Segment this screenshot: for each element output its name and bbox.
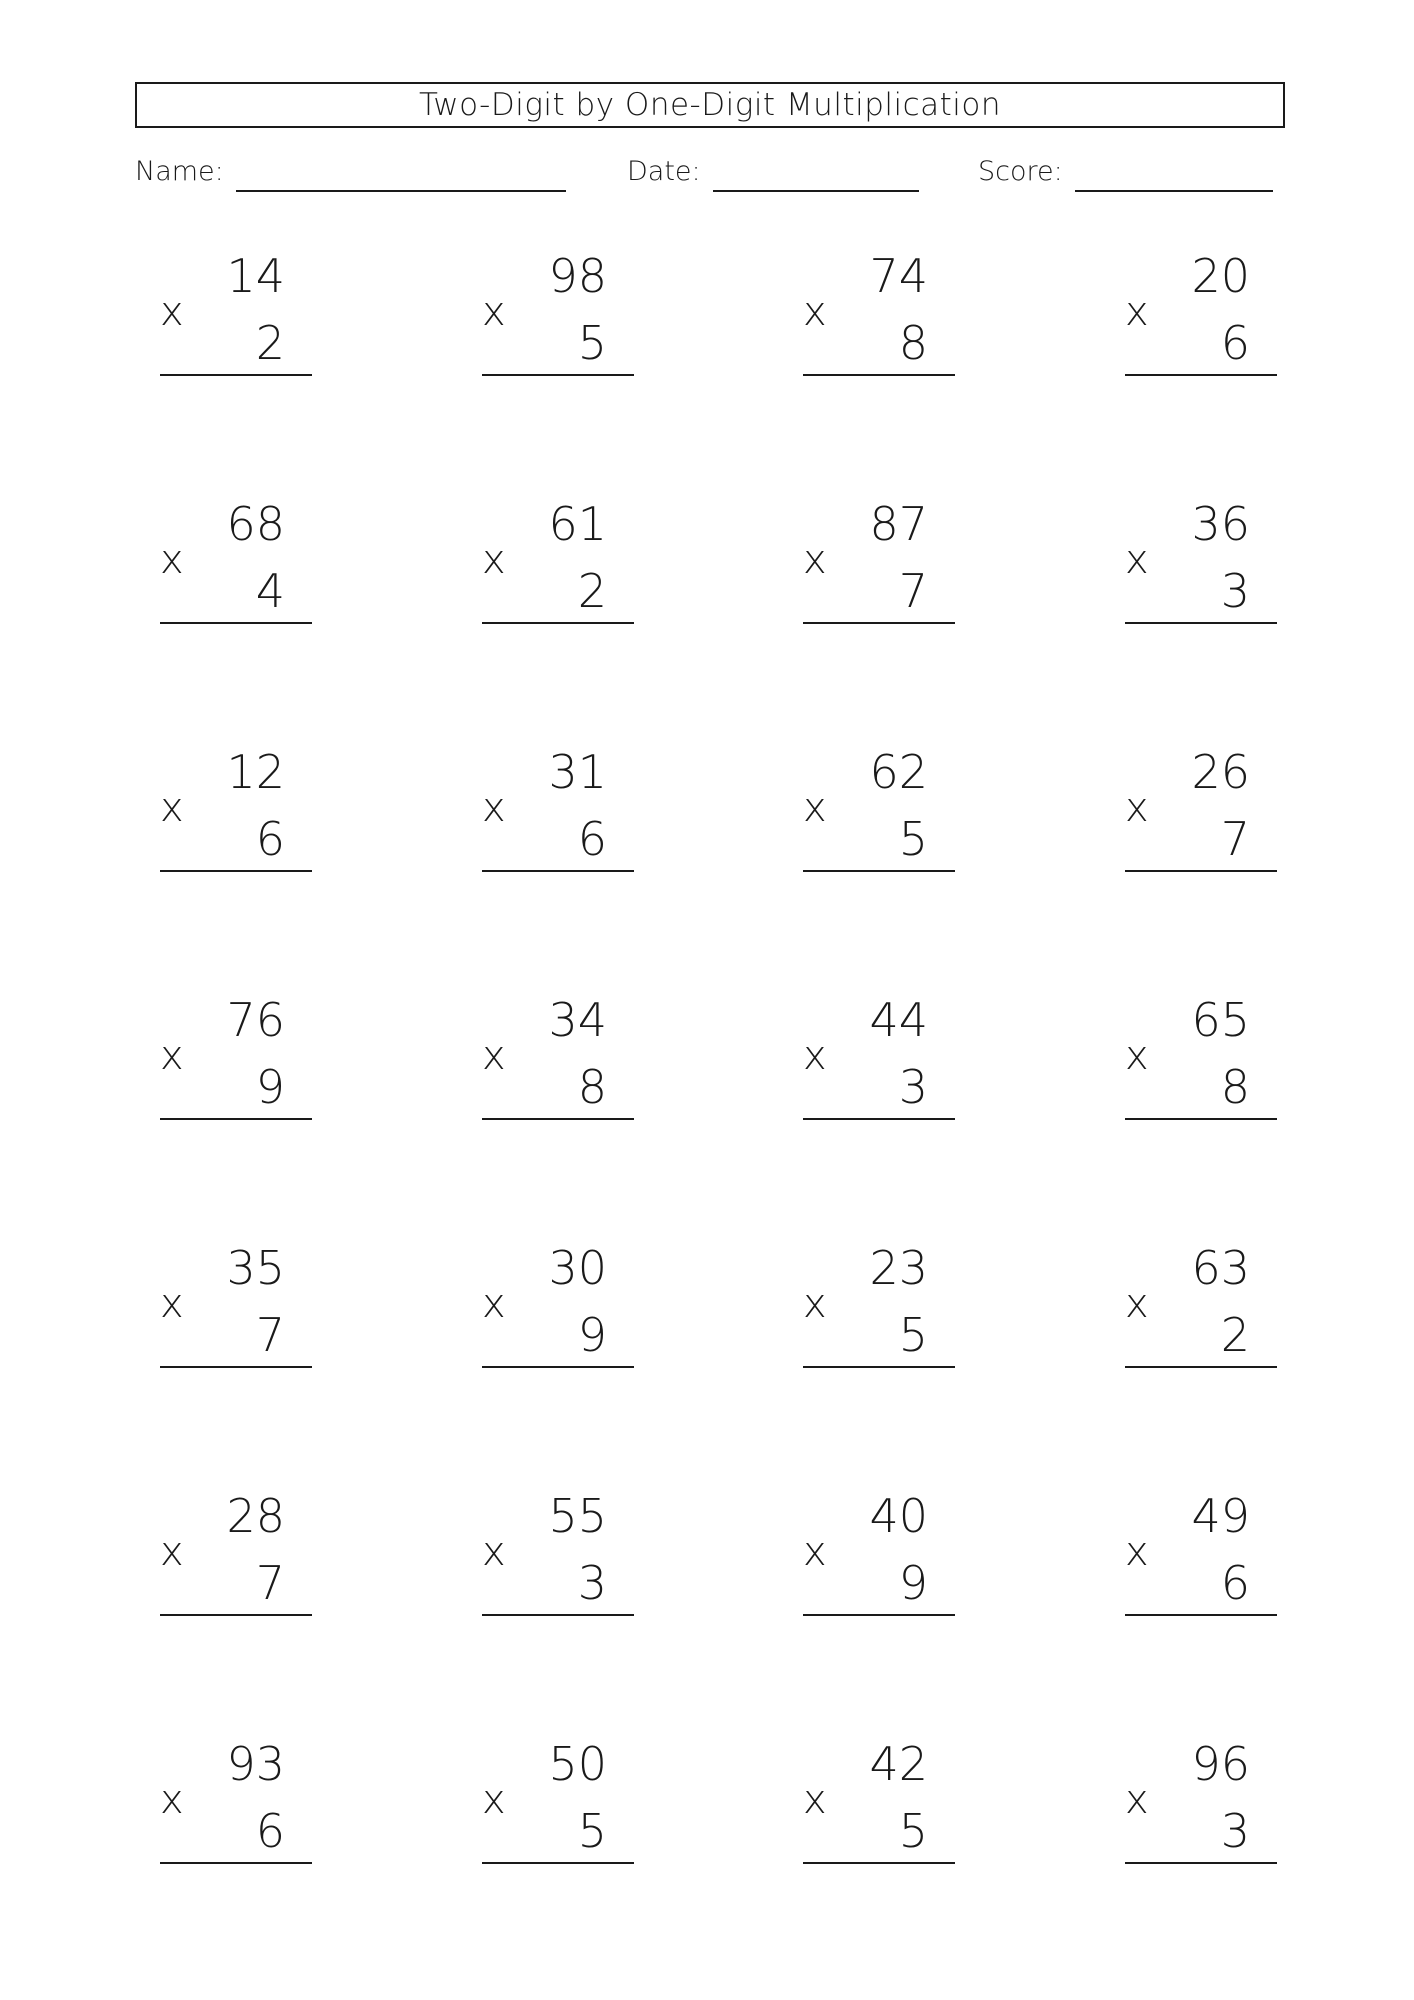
score-label: Score: (978, 156, 1063, 187)
answer-line[interactable] (1125, 1862, 1277, 1864)
multiply-sign: x (160, 785, 184, 831)
multiplication-problem (778, 488, 938, 628)
multiplication-problem (135, 488, 295, 628)
score-blank-line[interactable] (1075, 156, 1273, 192)
answer-line[interactable] (160, 622, 312, 624)
multiplier: 8 (898, 316, 928, 370)
multiplicand: 35 (226, 1241, 285, 1295)
multiplicand: 50 (548, 1737, 607, 1791)
multiplication-problem (778, 736, 938, 876)
multiplicand: 28 (226, 1489, 285, 1543)
multiplicand: 40 (869, 1489, 928, 1543)
multiplication-problem (1100, 488, 1260, 628)
answer-line[interactable] (1125, 374, 1277, 376)
multiplicand: 62 (869, 745, 928, 799)
answer-line[interactable] (482, 870, 634, 872)
multiplication-problem (135, 1232, 295, 1372)
multiplicand: 98 (548, 249, 607, 303)
multiplier: 5 (577, 316, 607, 370)
multiplicand: 63 (1191, 1241, 1250, 1295)
multiply-sign: x (160, 1529, 184, 1575)
multiplicand: 23 (869, 1241, 928, 1295)
multiplicand: 74 (869, 249, 928, 303)
answer-line[interactable] (803, 1118, 955, 1120)
multiply-sign: x (803, 289, 827, 335)
multiply-sign: x (1125, 1529, 1149, 1575)
multiplication-problem (1100, 736, 1260, 876)
answer-line[interactable] (482, 1366, 634, 1368)
multiply-sign: x (482, 1777, 506, 1823)
answer-line[interactable] (482, 1614, 634, 1616)
answer-line[interactable] (803, 870, 955, 872)
multiplication-problem (778, 240, 938, 380)
multiplicand: 34 (548, 993, 607, 1047)
multiplier: 8 (1220, 1060, 1250, 1114)
multiplication-problem (778, 984, 938, 1124)
multiplier: 2 (1220, 1308, 1250, 1362)
multiply-sign: x (482, 1529, 506, 1575)
answer-line[interactable] (160, 1118, 312, 1120)
multiplier: 9 (898, 1556, 928, 1610)
answer-line[interactable] (160, 1862, 312, 1864)
multiplicand: 93 (226, 1737, 285, 1791)
multiply-sign: x (482, 1033, 506, 1079)
multiplier: 6 (577, 812, 607, 866)
multiplication-problem (135, 984, 295, 1124)
name-blank-line[interactable] (236, 156, 566, 192)
multiplicand: 55 (548, 1489, 607, 1543)
multiplicand: 14 (226, 249, 285, 303)
multiplicand: 31 (548, 745, 607, 799)
answer-line[interactable] (803, 1862, 955, 1864)
answer-line[interactable] (803, 1614, 955, 1616)
multiplier: 8 (577, 1060, 607, 1114)
multiplication-problem (778, 1480, 938, 1620)
multiply-sign: x (803, 1281, 827, 1327)
multiplication-problem (457, 240, 617, 380)
multiplier: 7 (898, 564, 928, 618)
multiplicand: 36 (1191, 497, 1250, 551)
multiply-sign: x (1125, 289, 1149, 335)
name-field[interactable] (135, 152, 566, 192)
multiplication-problem (135, 240, 295, 380)
answer-line[interactable] (1125, 1614, 1277, 1616)
multiplication-problem (457, 1232, 617, 1372)
multiplier: 5 (898, 812, 928, 866)
multiplier: 7 (1220, 812, 1250, 866)
multiplier: 7 (255, 1308, 285, 1362)
multiplier: 5 (898, 1804, 928, 1858)
multiplier: 7 (255, 1556, 285, 1610)
multiply-sign: x (1125, 1777, 1149, 1823)
multiplier: 6 (255, 812, 285, 866)
date-label: Date: (627, 156, 701, 187)
multiply-sign: x (803, 1777, 827, 1823)
multiplicand: 49 (1191, 1489, 1250, 1543)
answer-line[interactable] (482, 374, 634, 376)
worksheet-title: Two-Digit by One-Digit Multiplication (135, 82, 1285, 128)
multiplicand: 20 (1191, 249, 1250, 303)
multiplicand: 68 (226, 497, 285, 551)
multiplicand: 30 (548, 1241, 607, 1295)
multiplication-problem (1100, 1480, 1260, 1620)
multiply-sign: x (482, 537, 506, 583)
multiplication-problem (135, 1728, 295, 1868)
multiplication-problem (778, 1728, 938, 1868)
answer-line[interactable] (1125, 1118, 1277, 1120)
answer-line[interactable] (1125, 1366, 1277, 1368)
multiplicand: 12 (226, 745, 285, 799)
multiply-sign: x (803, 1033, 827, 1079)
multiplicand: 44 (869, 993, 928, 1047)
answer-line[interactable] (1125, 622, 1277, 624)
score-field[interactable] (978, 152, 1273, 192)
date-field[interactable] (627, 152, 919, 192)
multiply-sign: x (482, 1281, 506, 1327)
multiplier: 5 (898, 1308, 928, 1362)
multiply-sign: x (160, 1777, 184, 1823)
multiplication-problem (457, 736, 617, 876)
multiplicand: 26 (1191, 745, 1250, 799)
multiply-sign: x (160, 1033, 184, 1079)
multiplication-problem (778, 1232, 938, 1372)
answer-line[interactable] (482, 622, 634, 624)
multiply-sign: x (482, 289, 506, 335)
answer-line[interactable] (482, 1118, 634, 1120)
multiplier: 2 (255, 316, 285, 370)
date-blank-line[interactable] (713, 156, 919, 192)
multiply-sign: x (1125, 1281, 1149, 1327)
multiplier: 6 (1220, 316, 1250, 370)
answer-line[interactable] (1125, 870, 1277, 872)
multiply-sign: x (803, 785, 827, 831)
multiplication-problem (1100, 984, 1260, 1124)
answer-line[interactable] (160, 870, 312, 872)
multiplier: 6 (1220, 1556, 1250, 1610)
answer-line[interactable] (803, 374, 955, 376)
multiply-sign: x (803, 1529, 827, 1575)
answer-line[interactable] (160, 1614, 312, 1616)
multiply-sign: x (160, 289, 184, 335)
multiplier: 9 (255, 1060, 285, 1114)
name-label: Name: (135, 156, 224, 187)
multiply-sign: x (1125, 785, 1149, 831)
multiplication-problem (457, 1728, 617, 1868)
answer-line[interactable] (160, 374, 312, 376)
multiplier: 9 (577, 1308, 607, 1362)
answer-line[interactable] (482, 1862, 634, 1864)
multiplication-problem (1100, 1232, 1260, 1372)
multiplier: 3 (1220, 564, 1250, 618)
multiplication-problem (135, 736, 295, 876)
answer-line[interactable] (160, 1366, 312, 1368)
multiply-sign: x (1125, 1033, 1149, 1079)
multiplier: 3 (577, 1556, 607, 1610)
multiplicand: 87 (869, 497, 928, 551)
multiplication-problem (1100, 240, 1260, 380)
multiply-sign: x (1125, 537, 1149, 583)
multiplicand: 42 (869, 1737, 928, 1791)
multiplicand: 65 (1191, 993, 1250, 1047)
multiplier: 3 (898, 1060, 928, 1114)
multiplier: 2 (577, 564, 607, 618)
multiplicand: 76 (226, 993, 285, 1047)
multiply-sign: x (482, 785, 506, 831)
multiplicand: 61 (548, 497, 607, 551)
multiplier: 5 (577, 1804, 607, 1858)
multiplier: 3 (1220, 1804, 1250, 1858)
multiplicand: 96 (1191, 1737, 1250, 1791)
multiplication-problem (457, 488, 617, 628)
multiplier: 4 (255, 564, 285, 618)
answer-line[interactable] (803, 622, 955, 624)
multiplication-problem (135, 1480, 295, 1620)
multiply-sign: x (803, 537, 827, 583)
multiply-sign: x (160, 1281, 184, 1327)
multiplication-problem (457, 1480, 617, 1620)
multiply-sign: x (160, 537, 184, 583)
multiplication-problem (457, 984, 617, 1124)
multiplier: 6 (255, 1804, 285, 1858)
answer-line[interactable] (803, 1366, 955, 1368)
multiplication-problem (1100, 1728, 1260, 1868)
